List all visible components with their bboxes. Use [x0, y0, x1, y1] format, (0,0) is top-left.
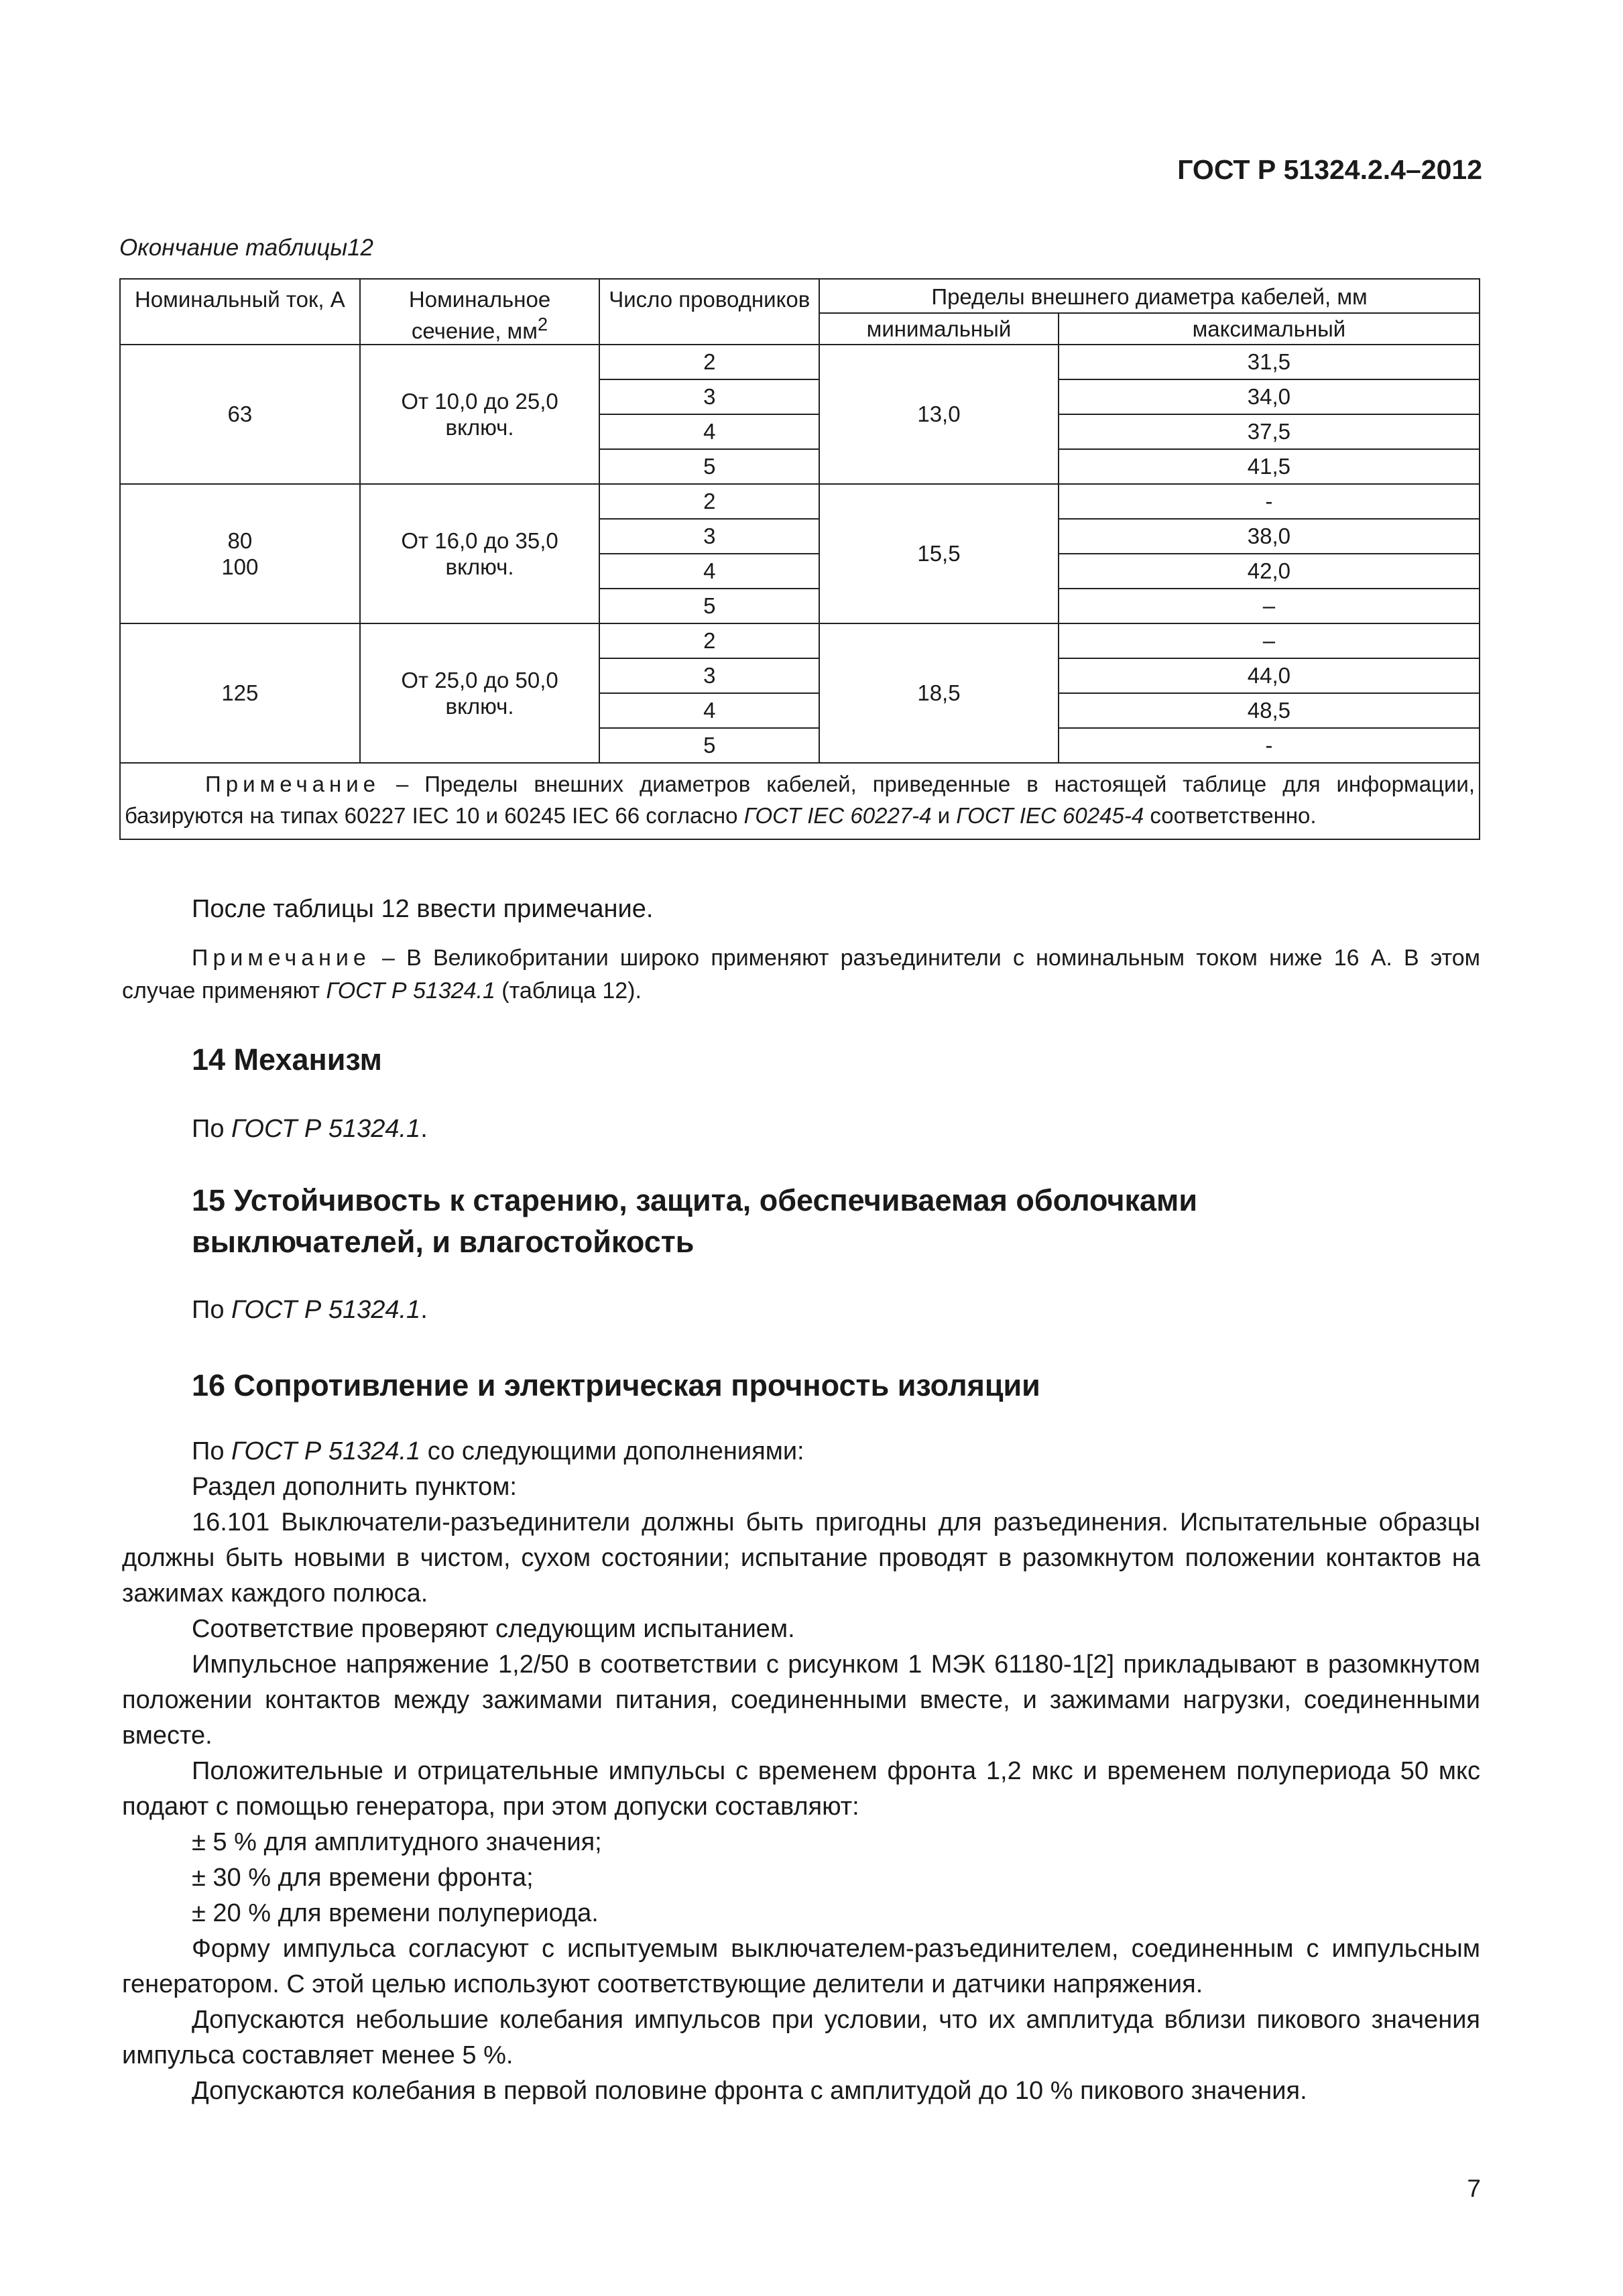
col-header-conductors: Число проводников [599, 279, 819, 345]
cell-conductors: 5 [599, 728, 819, 763]
cell-conductors: 5 [599, 449, 819, 484]
cell-conductors: 3 [599, 379, 819, 414]
table-row [120, 484, 1480, 519]
cell-section: От 25,0 до 50,0 включ. [360, 623, 600, 763]
cell-max: – [1059, 589, 1480, 623]
col-header-max: максимальный [1059, 313, 1480, 345]
cell-min: 15,5 [819, 484, 1059, 623]
section-15-text: По ГОСТ Р 51324.1. [192, 1296, 428, 1324]
page-number: 7 [1467, 2175, 1481, 2202]
col-header-limits: Пределы внешнего диаметра кабелей, мм [819, 279, 1480, 313]
cell-max: - [1059, 728, 1480, 763]
cell-max: 41,5 [1059, 449, 1480, 484]
cell-max: 34,0 [1059, 379, 1480, 414]
section-14-title: 14 Механизм [192, 1042, 382, 1077]
cell-section: От 16,0 до 35,0 включ. [360, 484, 600, 623]
document-header: ГОСТ Р 51324.2.4–2012 [1177, 154, 1482, 185]
section-16-body: По ГОСТ Р 51324.1 со следующими дополнениями: Раздел дополнить пунктом: 16.101 Выключатели-разъединители должны быть пригодны для разъединения. Испытательные образцы должны быть новыми в чистом, сухом состоянии; испытание проводят в разомкнутом положении контактов на зажимах каждого полюса. Соответствие проверяют следующим испытанием. Импульсное напряжение 1,2/50 в соответствии с рисунком 1 МЭК 61180-1[2] прикладывают в разомкнутом положении контактов между зажимами питания, соединенными вместе, и зажимами нагрузки, соединенными вместе. Положительные и отрицательные импульсы с временем фронта 1,2 мкс и временем полупериода 50 мкс подают с помощью генератора, при этом допуски составляют: ± 5 % для амплитудного значения; ± 30 % для времени фронта; ± 20 % для времени полупериода. Форму импульса согласуют с испытуемым выключателем-разъединителем, соединенным с импульсным генератором. С этой целью используют соответствующие делители и датчики напряжения. Допускаются небольшие колебания импульсов при условии, что их амплитуда вблизи пикового значения импульса составляет менее 5 %. Допускаются колебания в первой половине фронта с амплитудой до 10 % пикового значения. [122, 1437, 1480, 2105]
cell-max: 44,0 [1059, 658, 1480, 693]
section-15-title: 15 Устойчивость к старению, защита, обеспечиваемая оболочками выключателей, и влагостойкость [192, 1183, 1198, 1259]
table-note-row [120, 763, 1480, 839]
section-14-text: По ГОСТ Р 51324.1. [192, 1115, 428, 1143]
table-row [120, 623, 1480, 658]
cell-conductors: 4 [599, 414, 819, 449]
cell-max: 48,5 [1059, 693, 1480, 728]
uk-note: Примечание – В Великобритании широко применяют разъединители с номинальным током ниже 16 А. В этом случае применяют ГОСТ Р 51324.1 (таблица 12). [122, 945, 1480, 1004]
cell-min: 13,0 [819, 345, 1059, 484]
table-row [120, 345, 1480, 379]
col-header-min: минимальный [819, 313, 1059, 345]
cell-current: 80 100 [120, 484, 360, 623]
cell-conductors: 3 [599, 658, 819, 693]
cell-max: 37,5 [1059, 414, 1480, 449]
after-table-text: После таблицы 12 ввести примечание. [192, 895, 654, 923]
col-header-current: Номинальный ток, А [120, 279, 360, 345]
cell-max: 42,0 [1059, 554, 1480, 589]
cell-conductors: 4 [599, 693, 819, 728]
table-note: Примечание – Пределы внешних диаметров кабелей, приведенные в настоящей таблице для информации, базируются на типах 60227 IEC 10 и 60245 IEC 66 согласно ГОСТ IEC 60227-4 и ГОСТ IEC 60245-4 соответственно. [120, 763, 1480, 839]
cell-conductors: 2 [599, 345, 819, 379]
cell-current: 125 [120, 623, 360, 763]
cell-current: 63 [120, 345, 360, 484]
cell-max: – [1059, 623, 1480, 658]
cell-min: 18,5 [819, 623, 1059, 763]
cell-conductors: 3 [599, 519, 819, 554]
cable-diameter-table [119, 278, 1480, 840]
cell-conductors: 2 [599, 484, 819, 519]
cell-max: 38,0 [1059, 519, 1480, 554]
cell-max: - [1059, 484, 1480, 519]
cell-section: От 10,0 до 25,0 включ. [360, 345, 600, 484]
col-header-section: Номинальное сечение, $мм^2$ [360, 279, 600, 345]
table-caption: Окончание таблицы12 [119, 235, 374, 261]
cell-conductors: 4 [599, 554, 819, 589]
cell-conductors: 5 [599, 589, 819, 623]
cell-conductors: 2 [599, 623, 819, 658]
section-16-title: 16 Сопротивление и электрическая прочность изоляции [192, 1368, 1040, 1402]
cell-max: 31,5 [1059, 345, 1480, 379]
